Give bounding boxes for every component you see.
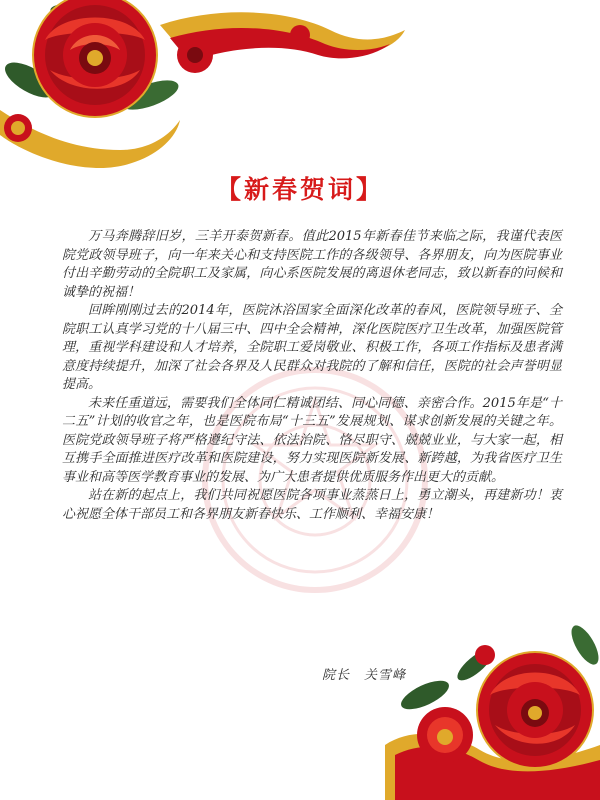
peony-flower-icon [0,0,405,168]
peony-decoration-bottom-right [385,625,600,800]
letter-body [62,228,562,524]
peony-decoration-top-left [0,0,410,170]
letter-paragraph: 万马奔腾辞旧岁，三羊开泰贺新春。值此2015年新春佳节来临之际，我谨代表医院党政领导班子，向一年来关心和支持医院工作的各级领导、各界朋友，向为医院事业付出辛勤劳动的全院职工及家属，向心系医院发展的离退休老同志，致以新春的问候和诚挚的祝福！ [62,229,562,300]
letter-title: 【新春贺词】 [215,175,384,204]
letter-paragraph: 未来任重道远，需要我们全体同仁精诚团结、同心同德、亲密合作。2015年是“十二五”计划的收官之年，也是医院布局“十三五”发展规划、谋求创新发展的关键之年。医院党政领导班子将严格遵纪守法、依法治院、恪尽职守、兢兢业业，与大家一起，相互携手全面推进医疗改革和医院建设，努力实现医院新发展、新跨越，为我省医疗卫生事业和高等医学教育事业的发展、为广大患者提供优质服务作出更大的贡献。 [62,395,562,485]
peony-flower-icon [385,625,600,800]
letter-paragraph: 站在新的起点上，我们共同祝愿医院各项事业蒸蒸日上，勇立潮头，再建新功！衷心祝愿全体干部员工和各界朋友新春快乐、工作顺利、幸福安康！ [62,488,562,522]
letter-paragraph: 回眸刚刚过去的2014年，医院沐浴国家全面深化改革的春风，医院领导班子、全院职工认真学习党的十八届三中、四中全会精神，深化医院医疗卫生改革，加强医院管理，重视学科建设和人才培养，全院职工爱岗敬业、积极工作，各项工作指标及患者满意度持续提升，加深了社会各界及人民群众对我院的了解和信任，医院的社会声誉明显提高。 [62,303,562,392]
signature: 院长 关雪峰 [322,668,407,683]
